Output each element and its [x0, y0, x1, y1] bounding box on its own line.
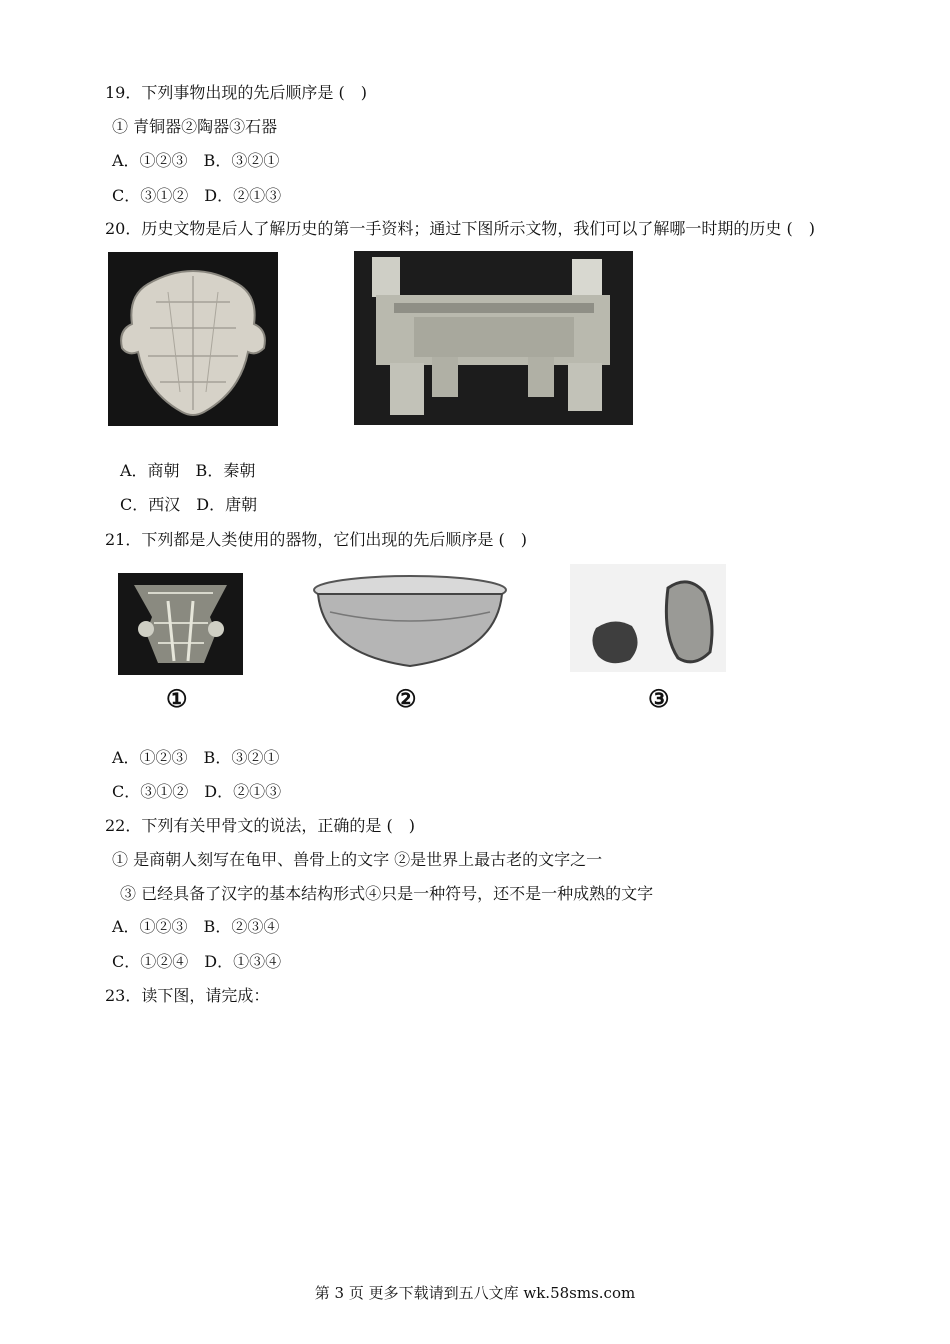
q21-options-cd: C．③①② D．②①③ — [112, 782, 282, 801]
q21-label-3: ③ — [648, 684, 670, 713]
q20-stem: 20．历史文物是后人了解历史的第一手资料；通过下图所示文物，我们可以了解哪一时期的历史 ( ) — [105, 219, 815, 238]
stone-tools-image — [570, 564, 726, 672]
oracle-bone-turtle-shell-image — [108, 252, 278, 426]
q22-options-ab: A．①②③ B．②③④ — [112, 917, 280, 936]
q20-options-cd: C．西汉 D．唐朝 — [120, 495, 258, 514]
page-footer: 第 3 页 更多下载请到五八文库 wk.58sms.com — [314, 1284, 636, 1302]
q22-item-2: ③ 已经具备了汉字的基本结构形式④只是一种符号，还不是一种成熟的文字 — [120, 884, 654, 903]
q21-label-2: ② — [395, 684, 417, 713]
q21-label-1: ① — [166, 684, 188, 713]
bronze-ding-vessel-image — [354, 251, 633, 425]
pottery-bowl-image — [310, 572, 510, 672]
q19-stem: 19．下列事物出现的先后顺序是 ( ) — [105, 83, 367, 102]
q22-options-cd: C．①②④ D．①③④ — [112, 952, 282, 971]
q19-options-ab: A．①②③ B．③②① — [112, 151, 280, 170]
q22-stem: 22．下列有关甲骨文的说法，正确的是 ( ) — [105, 816, 415, 835]
q19-items: ① 青铜器②陶器③石器 — [112, 117, 278, 136]
q19-options-cd: C．③①② D．②①③ — [112, 186, 282, 205]
q21-options-ab: A．①②③ B．③②① — [112, 748, 280, 767]
q23-stem: 23．读下图，请完成： — [105, 986, 270, 1005]
q21-stem: 21．下列都是人类使用的器物，它们出现的先后顺序是 ( ) — [105, 530, 527, 549]
bronze-zun-vessel-image — [118, 573, 243, 675]
q20-options-ab: A．商朝 B．秦朝 — [120, 461, 256, 480]
q22-item-1: ① 是商朝人刻写在龟甲、兽骨上的文字 ②是世界上最古老的文字之一 — [112, 850, 603, 869]
